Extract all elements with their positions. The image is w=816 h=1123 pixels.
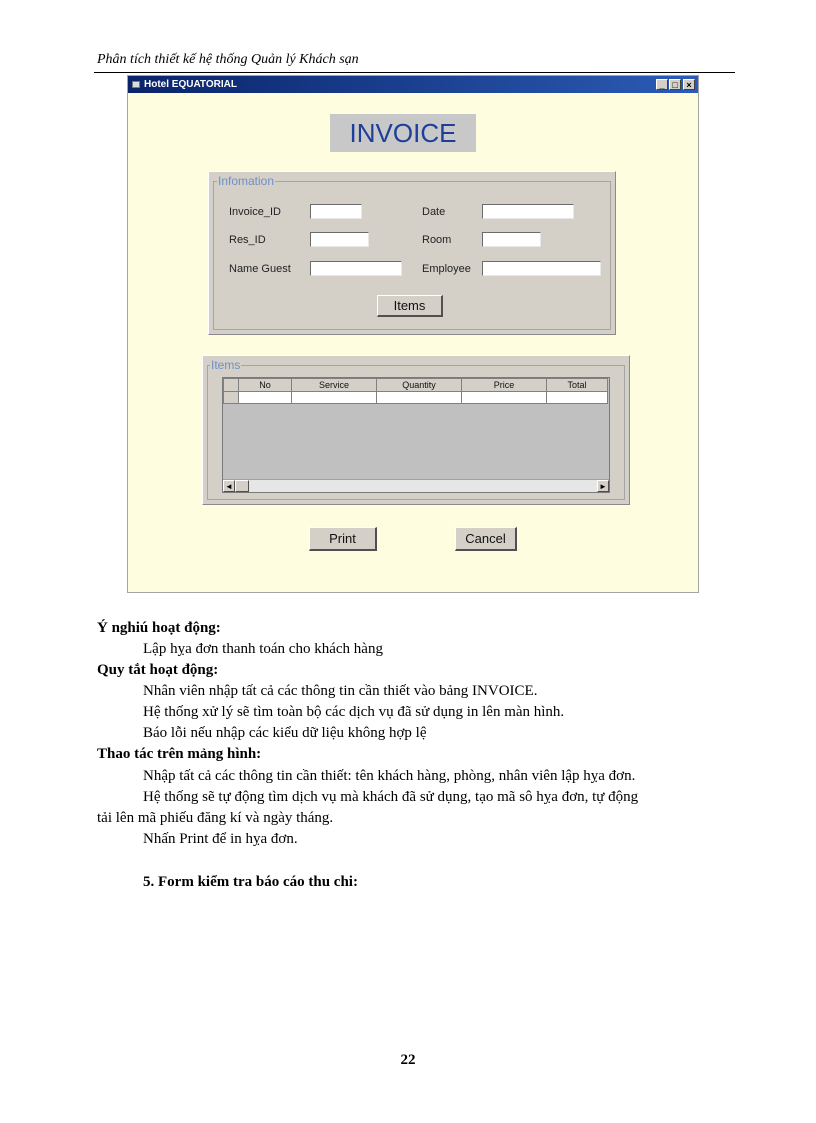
operations-line-1: Nhập tất cả các thông tin cần thiết: tên khách hàng, phòng, nhân viên lập hỵa đơn. (143, 768, 636, 784)
print-button[interactable]: Print (309, 527, 377, 551)
date-label: Date (422, 206, 446, 218)
date-field[interactable] (482, 204, 574, 219)
column-header-no[interactable]: No (239, 379, 292, 392)
scroll-thumb[interactable] (235, 480, 249, 492)
column-header-total[interactable]: Total (547, 379, 608, 392)
operations-line-3: tải lên mã phiếu đăng kí và ngày tháng. (97, 810, 334, 826)
column-header-price[interactable]: Price (462, 379, 547, 392)
cell-no[interactable] (239, 392, 292, 404)
close-button[interactable]: × (683, 79, 695, 90)
employee-field[interactable] (482, 261, 601, 276)
scroll-left-icon[interactable]: ◄ (223, 480, 235, 492)
name-guest-field[interactable] (310, 261, 402, 276)
invoice-window (127, 75, 699, 593)
information-legend: Infomation (218, 174, 275, 188)
res-id-field[interactable] (310, 232, 369, 247)
row-selector-header (224, 379, 239, 392)
operations-line-2: Hệ thống sẽ tự động tìm dịch vụ mà khách đã sử dụng, tạo mã sô hỵa đơn, tự động (143, 789, 639, 805)
window-title: Hotel EQUATORIAL (144, 79, 237, 90)
scroll-right-icon[interactable]: ► (597, 480, 609, 492)
rule-line-1: Nhân viên nhập tất cả các thông tin cần thiết vào bảng INVOICE. (143, 683, 538, 699)
meaning-heading: Ý nghiú hoạt động: (97, 620, 221, 636)
room-label: Room (422, 234, 452, 246)
res-id-label: Res_ID (229, 234, 266, 246)
table-row[interactable] (224, 392, 608, 404)
rules-heading: Quy tắt hoạt động: (97, 662, 219, 678)
meaning-text: Lập hỵa đơn thanh toán cho khách hàng (143, 641, 383, 657)
items-legend: Items (211, 358, 241, 372)
items-grid[interactable] (222, 377, 610, 493)
operations-heading: Thao tác trên mảng hình: (97, 746, 262, 762)
rule-line-3: Báo lỗi nếu nhập các kiểu dữ liệu không hợp lệ (143, 725, 427, 741)
maximize-button[interactable]: □ (669, 79, 681, 90)
column-header-quantity[interactable]: Quantity (377, 379, 462, 392)
items-button[interactable]: Items (377, 295, 443, 317)
header-rule (94, 72, 735, 73)
operations-line-4: Nhấn Print để in hỵa đơn. (143, 831, 298, 847)
section-5-heading: 5. Form kiểm tra báo cáo thu chi: (143, 874, 358, 890)
page-number: 22 (400, 1052, 416, 1068)
form-title: INVOICE (330, 114, 476, 152)
room-field[interactable] (482, 232, 541, 247)
name-guest-label: Name Guest (229, 263, 291, 275)
information-group (208, 171, 616, 335)
minimize-button[interactable]: _ (656, 79, 668, 90)
cell-price[interactable] (462, 392, 547, 404)
employee-label: Employee (422, 263, 471, 275)
invoice-id-field[interactable] (310, 204, 362, 219)
invoice-id-label: Invoice_ID (229, 206, 281, 218)
running-header: Phân tích thiết kế hệ thống Quản lý Khách sạn (97, 52, 359, 67)
cell-total[interactable] (547, 392, 608, 404)
cell-service[interactable] (292, 392, 377, 404)
title-bar[interactable] (128, 76, 698, 93)
row-selector[interactable] (224, 392, 239, 404)
table-header-row (224, 379, 608, 392)
items-table (223, 378, 608, 404)
cancel-button[interactable]: Cancel (455, 527, 517, 551)
column-header-service[interactable]: Service (292, 379, 377, 392)
items-group (202, 355, 630, 505)
app-icon (132, 81, 140, 88)
cell-quantity[interactable] (377, 392, 462, 404)
rule-line-2: Hệ thống xử lý sẽ tìm toàn bộ các dịch vụ đã sử dụng in lên màn hình. (143, 704, 565, 720)
horizontal-scrollbar[interactable] (223, 479, 609, 492)
